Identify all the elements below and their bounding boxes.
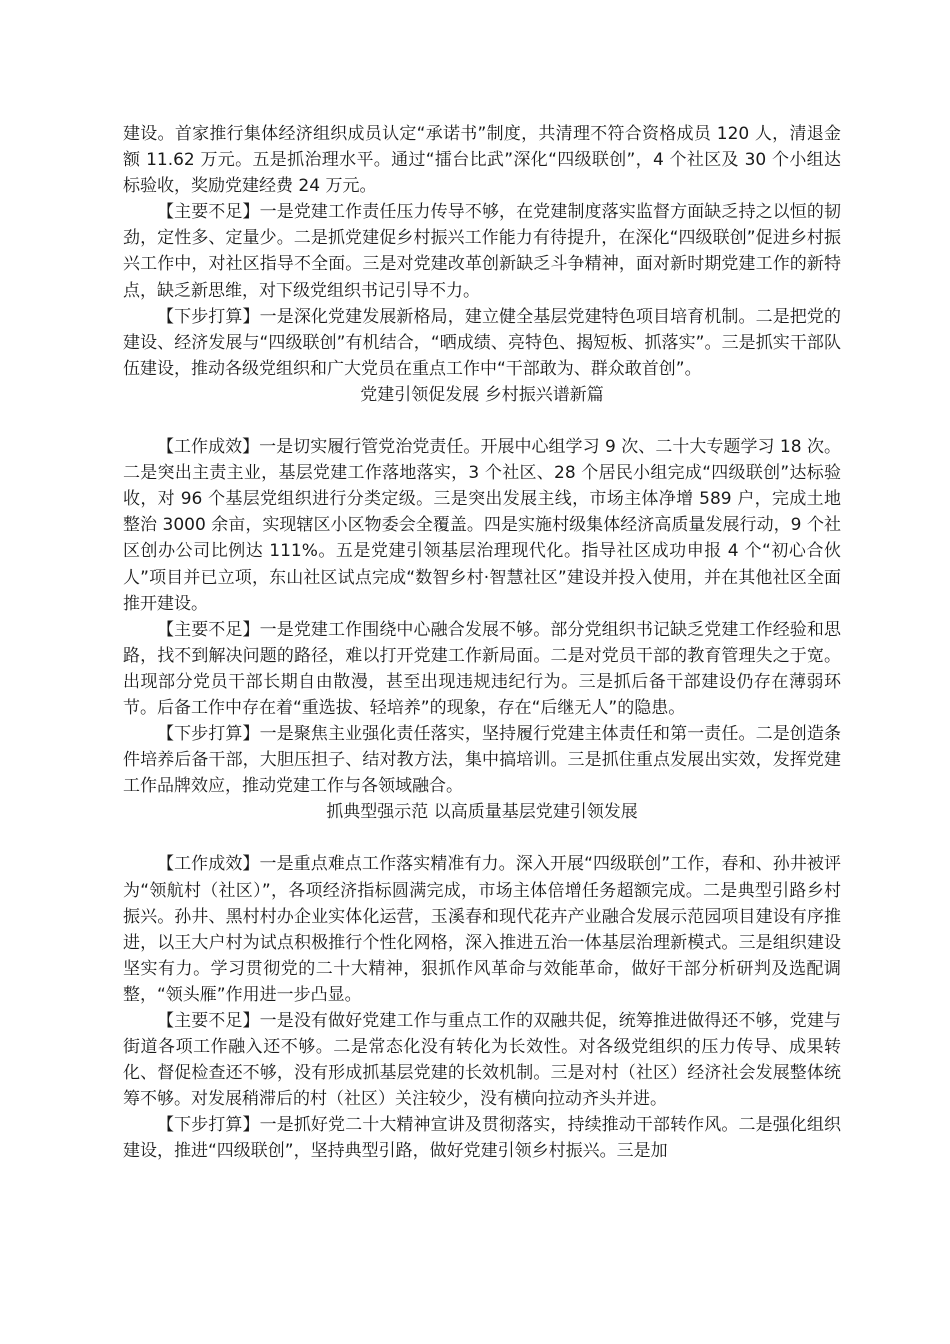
blank-line <box>123 408 841 434</box>
blank-line <box>123 825 841 851</box>
paragraph-next-steps: 【下步打算】一是聚焦主业强化责任落实，坚持履行党建主体责任和第一责任。二是创造条件培养后备干部，大胆压担子、结对教方法，集中搞培训。三是抓住重点发展出实效，发挥党建工作品牌效应，推动党建工作与各领域融合。 <box>123 724 841 797</box>
paragraph-next-steps: 【下步打算】一是深化党建发展新格局，建立健全基层党建特色项目培育机制。二是把党的建设、经济发展与“四级联创”有机结合，“晒成绩、亮特色、揭短板、抓落实”。三是抓实干部队伍建设，推动各级党组织和广大党员在重点工作中“干部敢为、群众敢首创”。 <box>123 306 841 379</box>
paragraph-achievements: 【工作成效】一是重点难点工作落实精准有力。深入开展“四级联创”工作，春和、孙井被评为“领航村（社区）”，各项经济指标圆满完成，市场主体倍增任务超额完成。二是典型引路乡村振兴。孙井、黑村村办企业实体化运营，玉溪春和现代花卉产业融合发展示范园项目建设有序推进，以王大户村为试点积极推行个性化网格，深入推进五治一体基层治理新模式。三是组织建设坚实有力。学习贯彻党的二十大精神，狠抓作风革命与效能革命，做好干部分析研判及选配调整，“领头雁”作用进一步凸显。 <box>123 854 841 1005</box>
paragraph-next-steps: 【下步打算】一是抓好党二十大精神宣讲及贯彻落实，持续推动干部转作风。二是强化组织建设，推进“四级联创”，坚持典型引路，做好党建引领乡村振兴。三是加 <box>123 1115 841 1162</box>
section-title: 抓典型强示范 以高质量基层党建引领发展 <box>326 802 638 823</box>
paragraph-shortcomings: 【主要不足】一是党建工作围绕中心融合发展不够。部分党组织书记缺乏党建工作经验和思路，找不到解决问题的路径，难以打开党建工作新局面。二是对党员干部的教育管理失之于宽。出现部分党员干部长期自由散漫，甚至出现违规违纪行为。三是抓后备干部建设仍存在薄弱环节。后备工作中存在着“重选拔、轻培养”的现象，存在“后继无人”的隐患。 <box>123 619 841 718</box>
paragraph-shortcomings: 【主要不足】一是党建工作责任压力传导不够，在党建制度落实监督方面缺乏持之以恒的韧劲，定性多、定量少。二是抓党建促乡村振兴工作能力有待提升，在深化“四级联创”促进乡村振兴工作中，对社区指导不全面。三是对党建改革创新缺乏斗争精神，面对新时期党建工作的新特点，缺乏新思维，对下级党组织书记引导不力。 <box>123 202 841 301</box>
document-page <box>123 121 841 1165</box>
paragraph-continued: 建设。首家推行集体经济组织成员认定“承诺书”制度，共清理不符合资格成员 120 人，清退金额 11.62 万元。五是抓治理水平。通过“擂台比武”深化“四级联创”，4 个社区及 30 个小组达标验收，奖励党建经费 24 万元。 <box>123 124 841 197</box>
paragraph-shortcomings: 【主要不足】一是没有做好党建工作与重点工作的双融共促，统筹推进做得还不够，党建与街道各项工作融入还不够。二是常态化没有转化为长效性。对各级党组织的压力传导、成果转化、督促检查还不够，没有形成抓基层党建的长效机制。三是对村（社区）经济社会发展整体统筹不够。对发展稍滞后的村（社区）关注较少，没有横向拉动齐头并进。 <box>123 1011 841 1110</box>
section-title: 党建引领促发展 乡村振兴谱新篇 <box>360 384 604 405</box>
paragraph-achievements: 【工作成效】一是切实履行管党治党责任。开展中心组学习 9 次、二十大专题学习 18 次。二是突出主责主业，基层党建工作落地落实，3 个社区、28 个居民小组完成“四级联创”达标验收，对 96 个基层党组织进行分类定级。三是突出发展主线，市场主体净增 589 户，完成土地整治 3000 余亩，实现辖区小区物委会全覆盖。四是实施村级集体经济高质量发展行动，9 个社区创办公司比例达 111%。五是党建引领基层治理现代化。指导社区成功申报 4 个“初心合伙人”项目并已立项，东山社区试点完成“数智乡村·智慧社区”建设并投入使用，并在其他社区全面推开建设。 <box>123 437 841 614</box>
